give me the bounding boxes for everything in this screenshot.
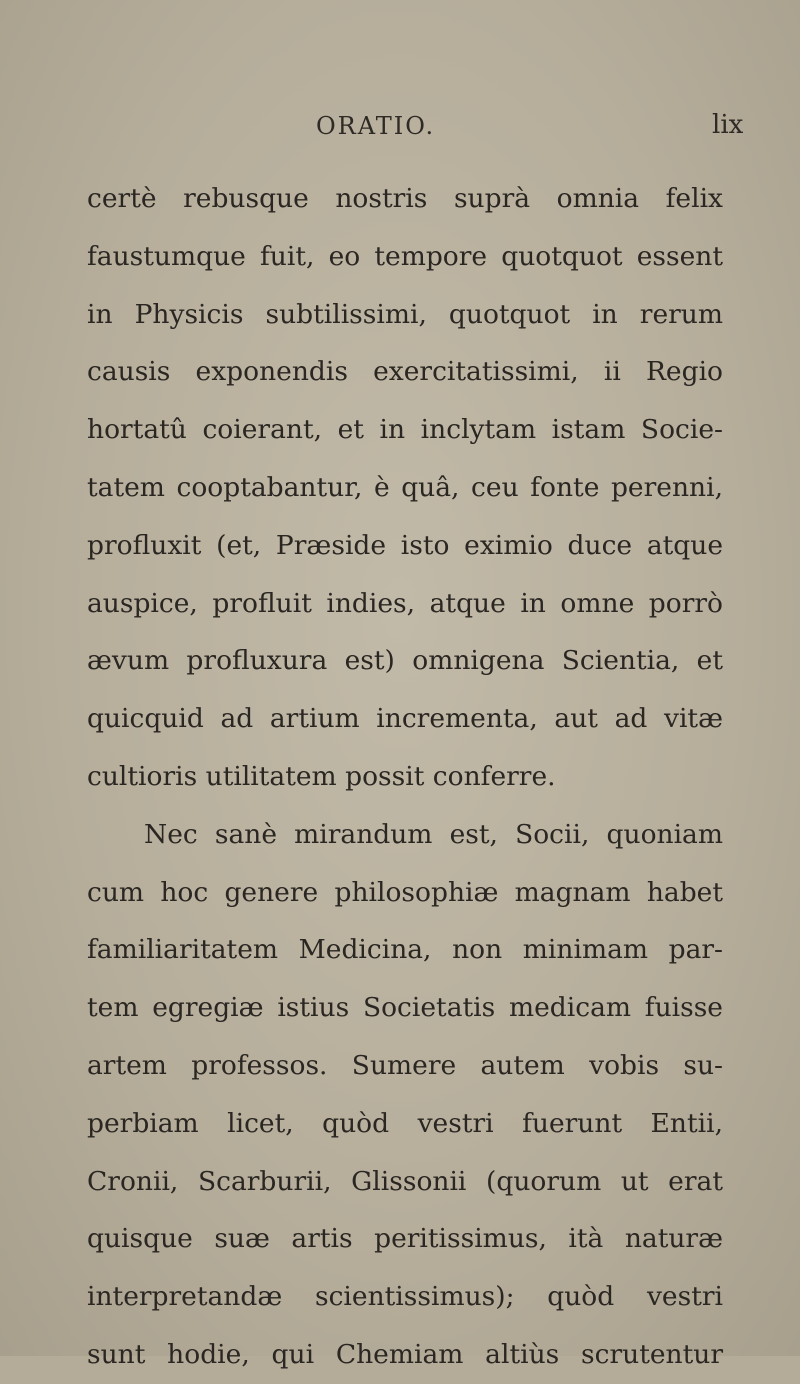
- text-line: tatem cooptabantur, è quâ, ceu fonte perenni,: [87, 471, 723, 503]
- text-line: certè rebusque nostris suprà omnia felix: [87, 183, 723, 214]
- text-line: in Physicis subtilissimi, quotquot in rerum: [87, 298, 723, 330]
- paragraph-end-line: cultioris utilitatem possit conferre.: [87, 760, 556, 792]
- text-line: familiaritatem Medicina, non minimam par-: [87, 934, 723, 966]
- paragraph-start-line: Nec sanè mirandum est, Socii, quoniam: [144, 818, 723, 850]
- text-line: interpretandæ scientissimus); quòd vestri: [87, 1281, 723, 1313]
- text-line: cum hoc genere philosophiæ magnam habet: [87, 876, 723, 908]
- page-header: [0, 112, 800, 152]
- text-line: ævum profluxura est) omnigena Scientia, et: [87, 645, 723, 677]
- running-head: ORATIO.: [316, 112, 436, 140]
- text-line: Cronii, Scarburii, Glissonii (quorum ut erat: [87, 1165, 723, 1197]
- text-line: faustumque fuit, eo tempore quotquot essent: [87, 240, 723, 272]
- text-line: auspice, profluit indies, atque in omne porrò: [87, 587, 723, 619]
- text-line: hortatû coierant, et in inclytam istam Socie-: [87, 414, 723, 446]
- text-line: tem egregiæ istius Societatis medicam fuisse: [87, 992, 723, 1024]
- text-line: causis exponendis exercitatissimi, ii Regio: [87, 356, 723, 388]
- text-line: profluxit (et, Præside isto eximio duce atque: [87, 529, 723, 561]
- text-line: perbiam licet, quòd vestri fuerunt Entii,: [87, 1107, 723, 1139]
- text-line: sunt hodie, qui Chemiam altiùs scrutentur: [87, 1338, 723, 1370]
- page-number: lix: [712, 110, 744, 140]
- text-line: artem professos. Sumere autem vobis su-: [87, 1049, 723, 1081]
- text-line: quisque suæ artis peritissimus, ità naturæ: [87, 1223, 723, 1255]
- body-text: [87, 170, 723, 1384]
- text-line: quicquid ad artium incrementa, aut ad vitæ: [87, 703, 723, 735]
